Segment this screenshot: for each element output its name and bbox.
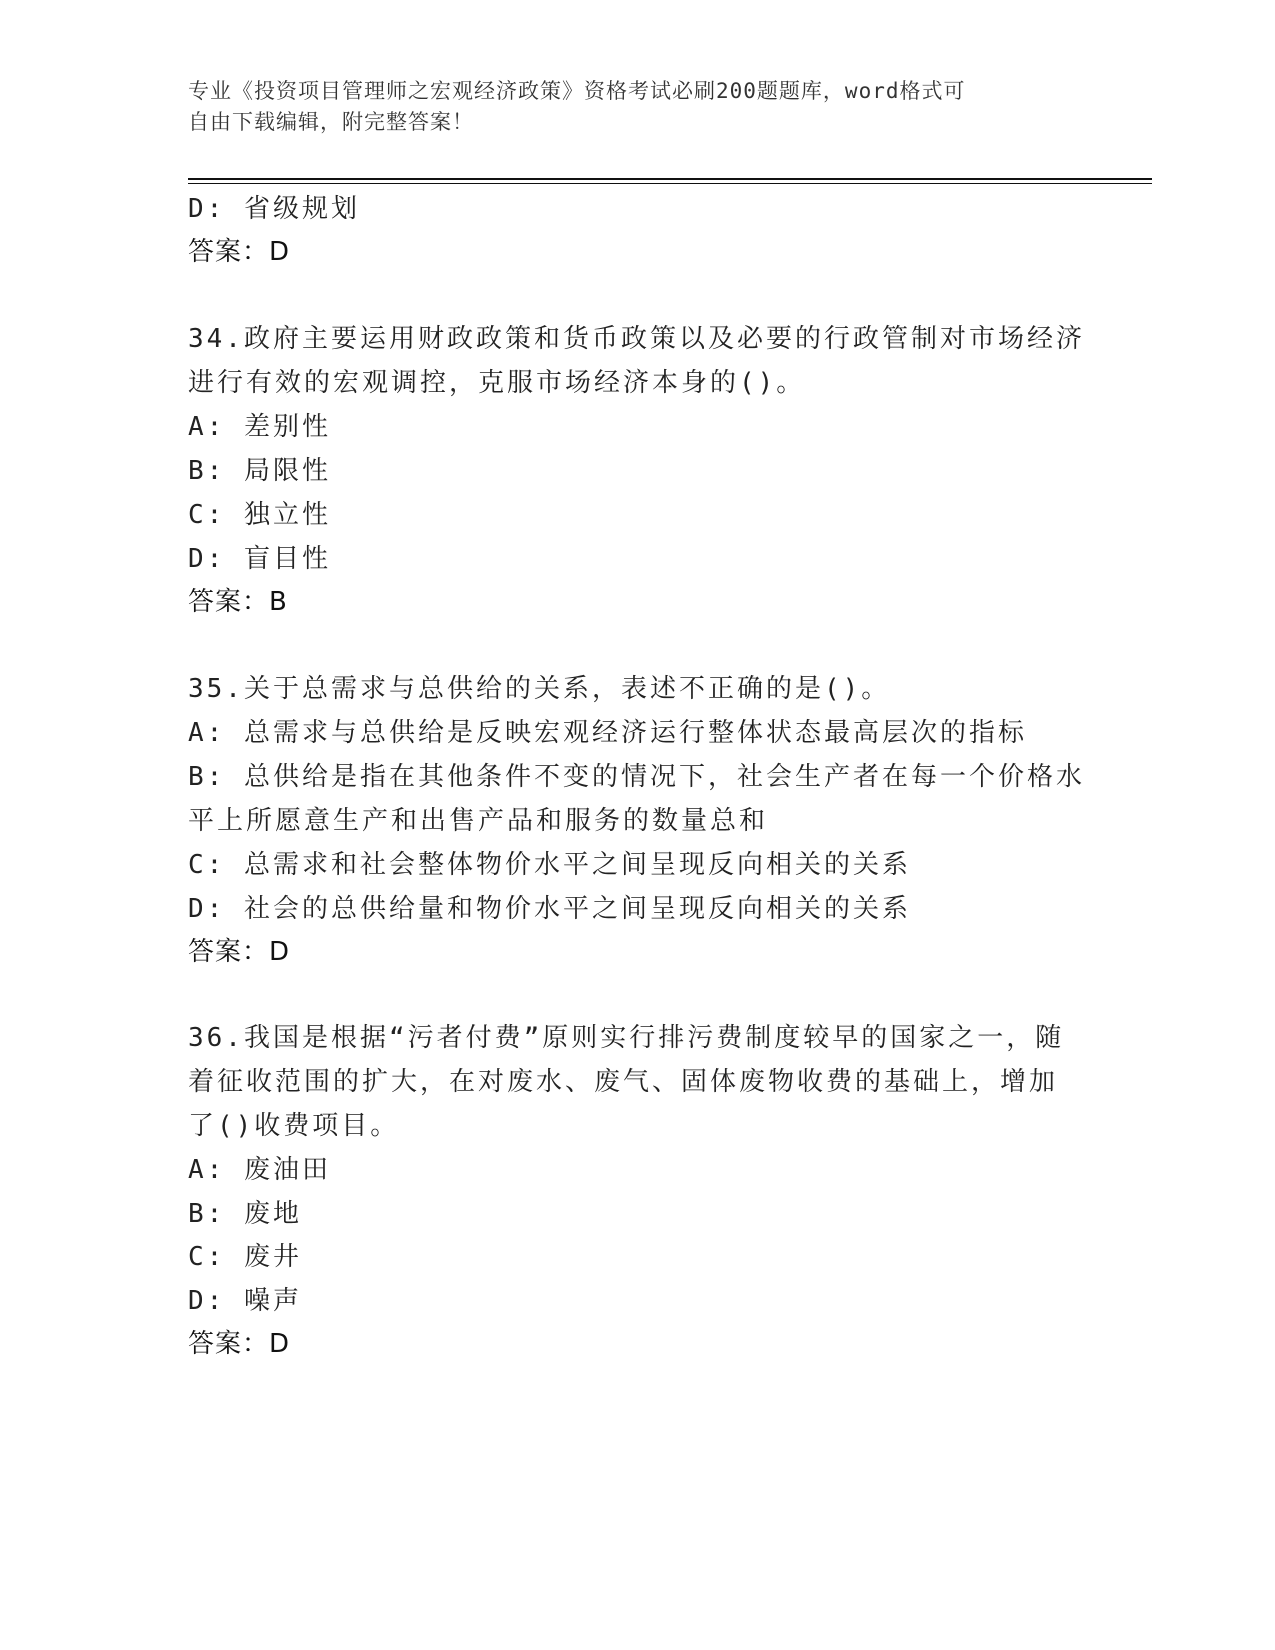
q35-option-a: A: 总需求与总供给是反映宏观经济运行整体状态最高层次的指标 [188,718,1027,748]
document-header [188,76,1068,138]
q35-option-c: C: 总需求和社会整体物价水平之间呈现反向相关的关系 [188,850,911,880]
q34-stem-line-1: 34.政府主要运用财政政策和货币政策以及必要的行政管制对市场经济 [188,324,1085,354]
q36-option-a: A: 废油田 [188,1155,331,1185]
q35-option-b-line-2: 平上所愿意生产和出售产品和服务的数量总和 [188,806,769,836]
q36-option-c: C: 废井 [188,1242,302,1272]
q34-answer: 答案：B [188,587,288,617]
q36-stem-line-1: 36.我国是根据“污者付费”原则实行排污费制度较早的国家之一，随 [188,1023,1065,1053]
q34-stem-line-2: 进行有效的宏观调控，克服市场经济本身的()。 [188,368,806,398]
header-line-2: 自由下载编辑，附完整答案！ [188,110,474,134]
header-rule-thin [188,183,1152,184]
q34-option-d: D: 盲目性 [188,544,331,574]
q35-option-d: D: 社会的总供给量和物价水平之间呈现反向相关的关系 [188,894,911,924]
q34-option-c: C: 独立性 [188,500,331,530]
header-line-1: 专业《投资项目管理师之宏观经济政策》资格考试必刷200题题库，word格式可 [188,79,966,103]
prev-option-d: D: 省级规划 [188,194,360,224]
q36-option-d: D: 噪声 [188,1286,302,1316]
q35-answer: 答案：D [188,937,291,967]
header-rule-thick [188,178,1152,180]
q36-stem-line-3: 了()收费项目。 [188,1111,400,1141]
q36-answer: 答案：D [188,1329,291,1359]
q34-option-b: B: 局限性 [188,456,331,486]
q36-option-b: B: 废地 [188,1199,302,1229]
q35-stem-line-1: 35.关于总需求与总供给的关系，表述不正确的是()。 [188,674,891,704]
q36-stem-line-2: 着征收范围的扩大，在对废水、废气、固体废物收费的基础上，增加 [188,1067,1059,1097]
prev-answer: 答案：D [188,237,291,267]
q35-option-b-line-1: B: 总供给是指在其他条件不变的情况下，社会生产者在每一个价格水 [188,762,1085,792]
q34-option-a: A: 差别性 [188,412,331,442]
